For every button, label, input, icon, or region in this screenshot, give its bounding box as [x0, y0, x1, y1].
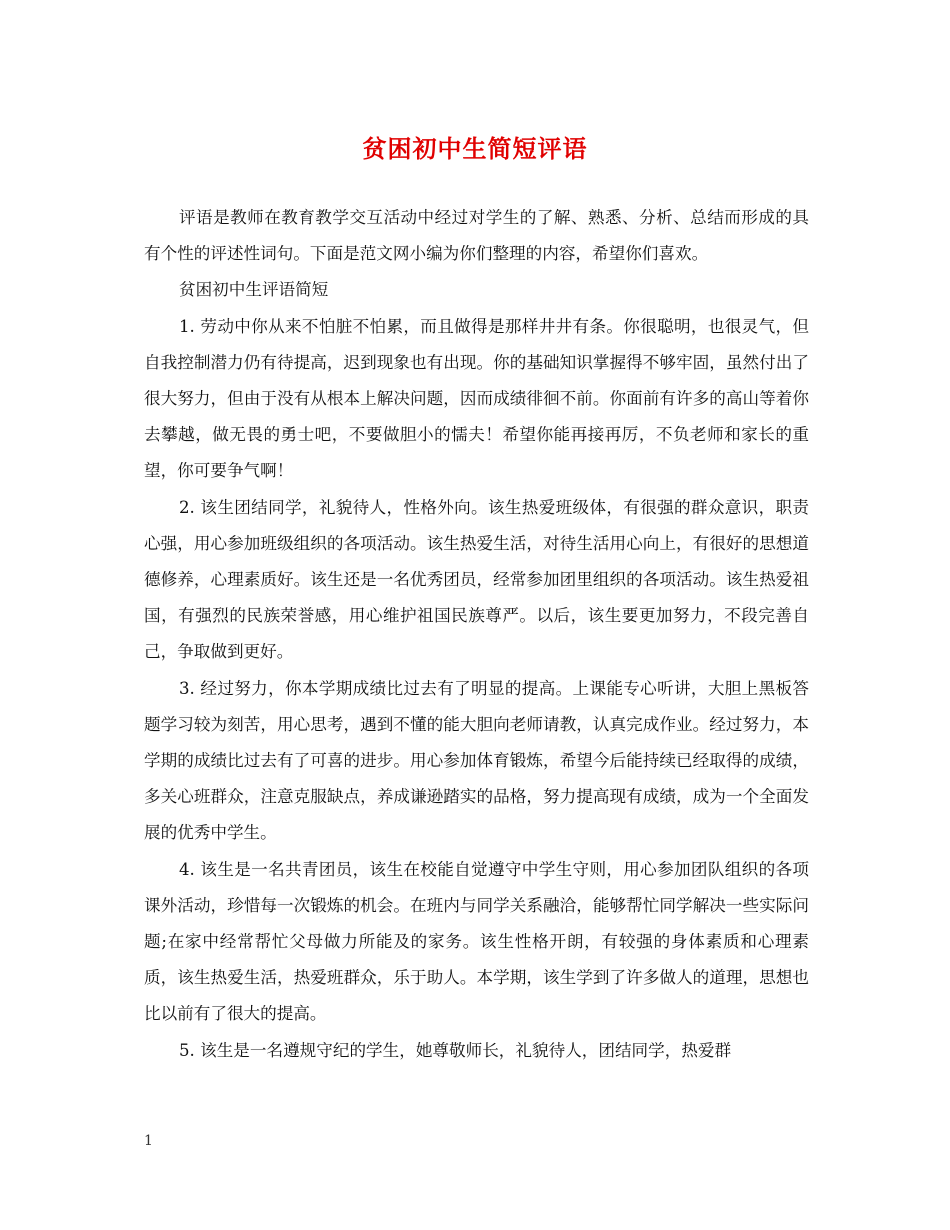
- comment-paragraph-5: 5. 该生是一名遵规守纪的学生，她尊敬师长，礼貌待人，团结同学，热爱群: [179, 1040, 732, 1060]
- comment-paragraph-1: 1. 劳动中你从来不怕脏不怕累，而且做得是那样井井有条。你很聪明，也很灵气，但自我控制潜力仍有待提高，迟到现象也有出现。你的基础知识掌握得不够牢固，虽然付出了很大努力，但由于没有从根本上解决问题，因而成绩徘徊不前。你面前有许多的高山等着你去攀越，做无畏的勇士吧，不要做胆小的懦夫！希望你能再接再厉，不负老师和家长的重望，你可要争气啊！: [144, 316, 809, 481]
- comment-paragraph-2: 2. 该生团结同学，礼貌待人，性格外向。该生热爱班级体，有很强的群众意识，职责心强，用心参加班级组织的各项活动。该生热爱生活，对待生活用心向上，有很好的思想道德修养，心理素质好。该生还是一名优秀团员，经常参加团里组织的各项活动。该生热爱祖国，有强烈的民族荣誉感，用心维护祖国民族尊严。以后，该生要更加努力，不段完善自己，争取做到更好。: [144, 497, 809, 662]
- intro-paragraph: 评语是教师在教育教学交互活动中经过对学生的了解、熟悉、分析、总结而形成的具有个性的评述性词句。下面是范文网小编为你们整理的内容，希望你们喜欢。: [144, 208, 809, 264]
- document-body: [144, 200, 809, 1069]
- page-number: 1: [144, 1133, 153, 1149]
- comment-paragraph-4: 4. 该生是一名共青团员，该生在校能自觉遵守中学生守则，用心参加团队组织的各项课外活动，珍惜每一次锻炼的机会。在班内与同学关系融洽，能够帮忙同学解决一些实际问题;在家中经常帮忙父母做力所能及的家务。该生性格开朗，有较强的身体素质和心理素质，该生热爱生活，热爱班群众，乐于助人。本学期，该生学到了许多做人的道理，思想也比以前有了很大的提高。: [144, 859, 809, 1024]
- comment-paragraph-3: 3. 经过努力，你本学期成绩比过去有了明显的提高。上课能专心听讲，大胆上黑板答题学习较为刻苦，用心思考，遇到不懂的能大胆向老师请教，认真完成作业。经过努力，本学期的成绩比过去有了可喜的进步。用心参加体育锻炼，希望今后能持续已经取得的成绩，多关心班群众，注意克服缺点，养成谦逊踏实的品格，努力提高现有成绩，成为一个全面发展的优秀中学生。: [144, 678, 809, 843]
- document-title: 贫困初中生简短评语: [362, 134, 588, 163]
- section-heading: 贫困初中生评语简短: [179, 280, 329, 300]
